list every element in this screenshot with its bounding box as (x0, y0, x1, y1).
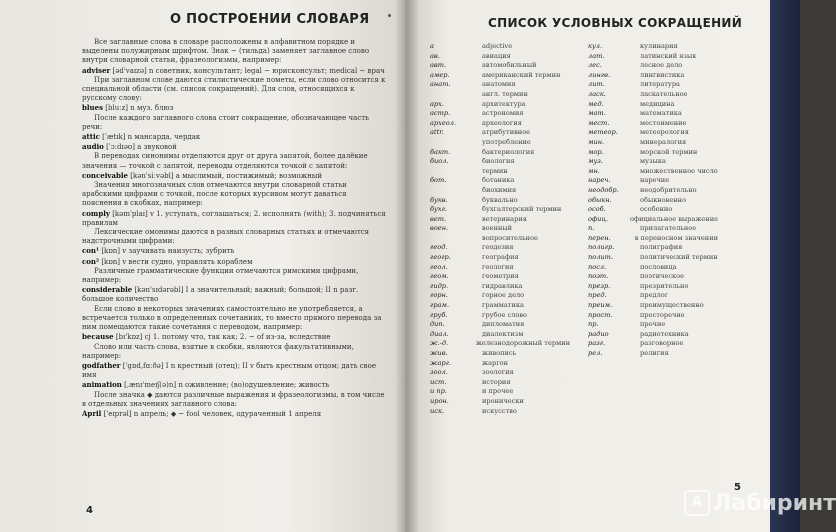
abbreviation-meaning: биология (482, 157, 515, 166)
abbreviation: ав. (430, 51, 440, 60)
abbreviation-meaning: археология (482, 118, 522, 127)
paragraph: Лексические омонимы даются в разных словарных статьях и отмечаются надстрочными цифрами: (82, 228, 370, 246)
abbreviation: биол. (430, 157, 449, 166)
abbreviation-meaning: радиотехника (640, 329, 689, 338)
abbreviation: и пр. (430, 387, 447, 396)
entry-definition: [,ænɪ'meɪʃ(ə)n] n оживление; (во)одушевление; живость (124, 381, 330, 390)
abbreviation-row (588, 148, 718, 158)
abbreviation-row (430, 378, 570, 388)
abbreviation-meaning: архитектура (482, 99, 526, 108)
abbreviation-meaning: геология (482, 262, 514, 271)
abbreviation: п. (588, 224, 595, 233)
abbreviation (430, 167, 476, 177)
abbreviation: вет. (430, 214, 447, 223)
abbreviation-meaning: дипломатия (482, 320, 525, 329)
abbreviation-meaning: биохимия (482, 185, 517, 194)
abbreviation: дип. (430, 320, 445, 329)
abbreviation-meaning: история (482, 377, 511, 386)
abbreviation-row (588, 42, 718, 52)
abbreviation-row (588, 157, 718, 167)
abbreviation-row (430, 330, 570, 340)
abbreviation-row (588, 291, 718, 301)
entry-headword: con¹ (82, 246, 100, 256)
abbreviation: мед. (588, 99, 604, 108)
abbreviation-meaning: горное дело (482, 291, 525, 300)
abbreviation-row (588, 186, 718, 196)
abbreviation-row (588, 215, 718, 225)
abbreviation-meaning: ветеринария (482, 214, 527, 223)
abbreviation-row (588, 224, 718, 234)
paragraph: В переводах синонимы отделяются друг от друга запятой, более далёкие значения — точкой с запятой, переводы отделяются точкой с запятой: (82, 152, 368, 170)
abbreviation-meaning: музыка (640, 157, 666, 166)
paragraph: Слово или часть слова, взятые в скобки, являются факультативными, например: (82, 342, 354, 360)
abbreviation-row (588, 138, 718, 148)
abbreviation-row (430, 234, 570, 244)
abbreviation-meaning: обыкновенно (640, 195, 687, 204)
abbreviation: лит. (588, 80, 605, 89)
abbreviation: геол. (430, 262, 448, 271)
dictionary-entry (82, 132, 387, 142)
entry-definition: [ˈætɪk] n мансарда, чердак (102, 133, 201, 142)
abbreviation-meaning: грамматика (482, 301, 524, 310)
entry-definition: [kɒn] v вести судно, управлять кораблем (101, 257, 253, 266)
abbreviation-row (430, 224, 570, 234)
abbreviation: кул. (588, 42, 603, 50)
abbreviation-meaning: авиация (482, 51, 511, 60)
abbreviation: амер. (430, 70, 450, 79)
abbreviation-row (430, 167, 570, 177)
abbreviation-meaning: поэтическое (640, 272, 685, 281)
abbreviation-meaning: геометрия (482, 272, 519, 281)
abbreviation-meaning: грубое слово (482, 310, 528, 319)
abbreviation-row (588, 263, 718, 273)
abbreviation-row (430, 61, 570, 71)
abbreviation: жарг. (430, 358, 452, 367)
abbreviation-meaning: кулинария (640, 42, 678, 50)
dictionary-entry (82, 246, 387, 256)
abbreviation: геом. (430, 272, 449, 281)
abbreviation: ирон. (430, 396, 449, 405)
dictionary-entry (82, 285, 387, 304)
abbreviation-row (588, 167, 718, 177)
abbreviation-meaning: иронически (482, 396, 524, 405)
dictionary-entry (82, 66, 387, 76)
left-page (0, 0, 405, 532)
abbreviation: геогр. (430, 253, 451, 262)
book-cover-edge (770, 0, 800, 532)
abbreviation-meaning: военный (482, 224, 513, 233)
abbreviation-row (430, 205, 570, 215)
abbreviation-meaning: анатомия (482, 80, 516, 89)
abbreviation-row (430, 359, 570, 369)
paragraph: После каждого заглавного слова стоит сокращение, обозначающее часть речи: (82, 113, 369, 131)
entry-headword: comply (82, 208, 110, 218)
entry-headword: godfather (82, 360, 121, 370)
abbreviation-meaning: ботаника (482, 176, 515, 185)
abbreviation-meaning: пословица (640, 262, 677, 271)
abbreviation: радио (588, 329, 609, 338)
entry-definition: [kɒn] v заучивать наизусть; зубрить (101, 247, 235, 256)
abbreviation: метеор. (588, 128, 618, 137)
abbreviation-meaning: железнодорожный термин (475, 339, 570, 348)
abbreviation: мн. (588, 166, 600, 175)
abbreviation-meaning: минералогия (640, 137, 687, 146)
abbreviation-row (588, 320, 718, 330)
abbreviation-row (430, 128, 570, 138)
abbreviation-meaning: особенно (640, 205, 673, 214)
abbreviation: букв. (430, 195, 448, 204)
abbreviation-meaning: местоимение (640, 118, 687, 127)
abbreviation-row (430, 263, 570, 273)
abbreviation-meaning: латинский язык (640, 51, 697, 60)
abbreviation: презр. (588, 281, 611, 290)
abbreviation-meaning: религия (640, 349, 669, 357)
dictionary-entry (82, 171, 387, 181)
abbreviation: неодобр. (588, 185, 619, 194)
book-spine-shadow (395, 0, 419, 532)
abbreviation: мат. (588, 109, 606, 118)
abbreviation-row (588, 90, 718, 100)
abbreviation-meaning: просторечие (640, 310, 685, 319)
abbreviation-meaning: бактериология (482, 147, 535, 156)
abbreviation-meaning: география (482, 253, 519, 262)
abbreviation-meaning: литература (640, 80, 680, 89)
abbreviation: геод. (430, 243, 448, 252)
abbreviation: посл. (588, 262, 607, 271)
abbreviation: офиц. (588, 214, 609, 223)
entry-headword: animation (82, 380, 122, 390)
abbreviation: диал. (430, 329, 449, 338)
abbreviation-row (588, 282, 718, 292)
entry-headword: adviser (82, 65, 111, 75)
abbreviation: ж.-д. (430, 339, 449, 348)
entry-definition: [bluːz] n муз. блюз (105, 104, 174, 113)
abbreviation-meaning: метеорология (640, 128, 689, 137)
abbreviation-row (588, 128, 718, 138)
abbreviation: прост. (588, 310, 613, 319)
dictionary-entry (82, 142, 387, 152)
dictionary-entry (82, 103, 387, 113)
abbreviation: особ. (588, 205, 606, 214)
abbreviation: ист. (430, 377, 447, 386)
abbreviation-meaning: наречие (640, 176, 670, 185)
abbreviation: мест. (588, 118, 610, 127)
right-page-number: 5 (734, 482, 741, 493)
abbreviation-row (588, 176, 718, 186)
entry-definition: ['eɪprəl] n апрель; ◆ ~ fool человек, одураченный 1 апреля (103, 409, 322, 418)
abbreviation: жив. (430, 349, 448, 357)
abbreviation-row (588, 330, 718, 340)
abbreviation-row (430, 291, 570, 301)
abbreviation-meaning: adjective (482, 42, 513, 50)
abbreviation-row (430, 176, 570, 186)
abbreviation: авт. (430, 61, 447, 70)
dictionary-entry (82, 361, 387, 380)
dictionary-entry (82, 409, 387, 419)
abbreviation: мин. (588, 137, 605, 146)
entry-headword: because (82, 332, 114, 342)
abbreviation: зоол. (430, 368, 448, 377)
abbreviation-meaning: морской термин (640, 147, 698, 156)
abbreviation-meaning: разговорное (640, 339, 684, 348)
abbreviation: воен. (430, 224, 449, 233)
abbreviation: арх. (430, 99, 444, 108)
abbreviation: attr. (430, 128, 444, 137)
abbreviation-meaning: медицина (640, 99, 675, 108)
entry-headword: con² (82, 256, 100, 266)
left-page-body (82, 38, 387, 419)
abbreviation-row (588, 234, 718, 244)
abbreviation: гидр. (430, 281, 449, 290)
abbreviation-row (588, 243, 718, 253)
abbreviation-meaning: вопросительное (482, 233, 538, 242)
dictionary-entry (82, 332, 387, 342)
abbreviation: бот. (430, 176, 447, 185)
abbreviation-meaning: искусство (482, 406, 517, 415)
abbreviation-row (588, 119, 718, 129)
abbreviation: a (430, 42, 434, 50)
abbreviation-meaning: англ. термин (482, 89, 528, 98)
abbreviation: мор. (588, 147, 604, 156)
abbreviation: грам. (430, 301, 450, 310)
abbreviation-row (430, 80, 570, 90)
abbreviation-meaning: употребление (482, 137, 531, 146)
abbreviation-row (430, 148, 570, 158)
left-page-title: О ПОСТРОЕНИИ СЛОВАРЯ (170, 12, 370, 27)
abbreviation-meaning: официальное выражение (629, 214, 718, 223)
abbreviation-meaning: жаргон (482, 358, 509, 367)
abbreviation-row (430, 387, 570, 397)
abbreviation-row (588, 61, 718, 71)
abbreviation: перен. (588, 233, 611, 242)
abbreviation: бакт. (430, 147, 451, 156)
entry-definition: [kən'siːvəbl] a мыслимый, постижимый; возможный (130, 171, 323, 180)
watermark-logo-mark: A (684, 490, 710, 516)
abbreviation-row (430, 186, 570, 196)
abbreviation-meaning: буквально (482, 195, 518, 204)
abbreviation: груб. (430, 310, 448, 319)
abbreviation-meaning: прилагательное (640, 224, 697, 233)
entry-headword: attic (82, 132, 100, 142)
abbreviation-row (430, 157, 570, 167)
abbreviation-row (588, 80, 718, 90)
abbreviation (430, 186, 476, 196)
abbreviation-row (588, 196, 718, 206)
abbreviation: преим. (588, 301, 613, 310)
abbreviation-row (588, 109, 718, 119)
abbreviation: разг. (588, 339, 606, 348)
abbreviation: бухг. (430, 205, 447, 214)
abbreviation: анат. (430, 80, 451, 89)
abbreviation-meaning: ласкательное (640, 89, 688, 98)
abbreviation-meaning: полиграфия (640, 243, 683, 252)
abbreviation-row (588, 71, 718, 81)
abbreviation-row (430, 349, 570, 359)
abbreviation-row (430, 109, 570, 119)
abbreviation: пр. (588, 320, 599, 329)
abbreviation-meaning: преимущественно (640, 301, 704, 310)
abbreviation-row (430, 119, 570, 129)
left-page-number: 4 (86, 505, 93, 516)
abbreviation (430, 138, 476, 148)
abbreviation-row (430, 407, 570, 417)
entry-definition: [kəm'plaɪ] v 1. уступать, соглашаться; 2. исполнять (with); 3. подчиняться правилам (82, 209, 386, 227)
abbreviation-row (430, 397, 570, 407)
abbreviation-meaning: и прочее (482, 387, 514, 396)
abbreviation: нареч. (588, 176, 611, 185)
abbreviation (430, 234, 476, 244)
abbreviation-meaning: бухгалтерский термин (482, 205, 562, 214)
abbreviation-row (430, 196, 570, 206)
abbreviation: лес. (588, 61, 602, 70)
paragraph: Различные грамматические функции отмечаются римскими цифрами, например: (82, 266, 359, 285)
paragraph: Если слово в некоторых значениях самостоятельно не употребляется, а встречается только в определенных сочетаниях, то вместо прямого перевода за ним помещаются такие сочетания с переводом, например: (82, 304, 382, 332)
abbreviation: ласк. (588, 89, 606, 98)
abbreviation: поэт. (588, 272, 609, 281)
abbreviation (430, 90, 476, 100)
abbreviation-meaning: астрономия (482, 109, 524, 118)
abbreviation-row (588, 301, 718, 311)
entry-definition: [ˈɔːdɪəʊ] a звуковой (106, 143, 177, 152)
abbreviation-row (588, 349, 718, 359)
entry-headword: April (82, 408, 102, 418)
abbreviation: полит. (588, 253, 614, 262)
abbreviation-meaning: лингвистика (640, 70, 685, 79)
entry-headword: considerable (82, 285, 133, 295)
abbreviation: иск. (430, 406, 444, 415)
dictionary-entry (82, 209, 387, 228)
abbreviation-row (588, 339, 718, 349)
abbreviation-row (430, 272, 570, 282)
abbreviation-row (430, 215, 570, 225)
abbreviation-meaning: лесное дело (640, 61, 683, 70)
abbreviation-meaning: политический термин (640, 253, 718, 262)
abbreviation-meaning: диалектизм (482, 329, 524, 338)
abbreviation: астр. (430, 109, 451, 118)
entry-headword: conceivable (82, 170, 129, 180)
abbreviation-meaning: гидравлика (482, 281, 523, 290)
abbreviation-column-2 (588, 42, 718, 359)
abbreviation-row (430, 320, 570, 330)
abbreviation: рел. (588, 349, 603, 357)
abbreviation-meaning: математика (640, 109, 682, 118)
watermark-logo-text: Лабиринт (713, 490, 836, 516)
abbreviation-row (588, 311, 718, 321)
abbreviation-row (588, 100, 718, 110)
abbreviation-meaning: американский термин (482, 70, 561, 79)
abbreviation-meaning: атрибутивное (482, 128, 531, 137)
right-page-title: СПИСОК УСЛОВНЫХ СОКРАЩЕНИЙ (488, 16, 743, 30)
abbreviation-meaning: предлог (640, 291, 669, 300)
abbreviation: археол. (430, 118, 457, 127)
abbreviation-row (430, 52, 570, 62)
abbreviation-meaning: геодезия (482, 243, 514, 252)
abbreviation-row (430, 100, 570, 110)
abbreviation-column-1 (430, 42, 570, 416)
paragraph: При заглавном слове даются стилистические пометы, если слово относится к специальной области (см. список сокращений). Для слов, относящихся к русскому слову: (82, 75, 386, 103)
paragraph: Значения многозначных слов отмечаются внутри словарной статьи арабскими цифрами с точкой, после которых курсивом могут даваться пояснения в скобках, например: (82, 181, 347, 208)
abbreviation-row (430, 339, 570, 349)
entry-headword: audio (82, 142, 104, 152)
abbreviation-row (430, 42, 570, 52)
entry-definition: [bɪ'kɒz] cj 1. потому что, так как; 2. ~ of из-за, вследствие (115, 333, 331, 342)
abbreviation-row (588, 52, 718, 62)
entry-definition: [əd'vaɪzə] n советник, консультант; legal ~ юрисконсульт; medical ~ врач (112, 66, 385, 75)
abbreviation-row (588, 272, 718, 282)
abbreviation-row (430, 368, 570, 378)
entry-definition: ['gɒd,fɑːðə] I n крестный (отец); II v быть крестным отцом; дать свое имя (82, 361, 376, 380)
abbreviation: муз. (588, 157, 603, 166)
abbreviation-row (430, 301, 570, 311)
abbreviation-meaning: в переносном значении (634, 233, 718, 242)
dictionary-entry (82, 380, 387, 390)
abbreviation-row (588, 205, 718, 215)
abbreviation-row (430, 90, 570, 100)
abbreviation-meaning: неодобрительно (640, 185, 697, 194)
watermark-logo (684, 490, 836, 516)
abbreviation-row (430, 253, 570, 263)
abbreviation-row (430, 243, 570, 253)
abbreviation: горн. (430, 291, 448, 300)
dictionary-entry (82, 257, 387, 267)
abbreviation: лат. (588, 51, 605, 60)
abbreviation-meaning: множественное число (640, 166, 718, 175)
page-dot (388, 14, 391, 17)
abbreviation-row (430, 311, 570, 321)
abbreviation-meaning: зоология (482, 368, 514, 377)
abbreviation: пред. (588, 291, 607, 300)
abbreviation-meaning: прочие (640, 320, 666, 329)
abbreviation-row (430, 138, 570, 148)
paragraph: После значка ◆ даются различные выражения и фразеологизмы, в том числе в отдельных значениях заглавного слова: (82, 390, 385, 408)
abbreviation: обыкн. (588, 195, 612, 204)
abbreviation-meaning: живопись (482, 349, 517, 357)
entry-headword: blues (82, 103, 104, 113)
entry-definition: [kən'sɪdərəbl] I a значительный; важный; большой; II n разг. большое количество (82, 286, 359, 304)
paragraph: Все заглавные слова в словаре расположены в алфавитном порядке и выделены полужирным шрифтом. Знак ~ (тильда) заменяет заглавное слово внутри словарной статьи, фразеологизмы, например: (82, 38, 370, 65)
abbreviation-row (430, 282, 570, 292)
abbreviation-row (430, 71, 570, 81)
abbreviation-meaning: термин (482, 166, 508, 175)
abbreviation-meaning: презрительно (640, 281, 689, 290)
abbreviation-row (588, 253, 718, 263)
abbreviation: лингв. (588, 70, 611, 79)
abbreviation-meaning: автомобильный (482, 61, 537, 70)
abbreviation: полигр. (588, 243, 615, 252)
